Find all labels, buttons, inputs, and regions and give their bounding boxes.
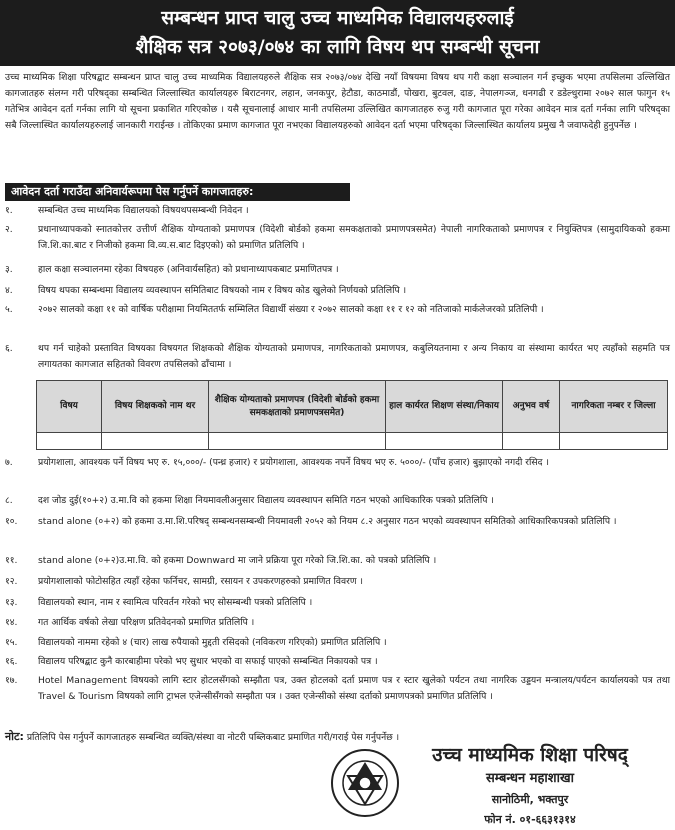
table-header-row: [37, 381, 668, 433]
office-branch: सम्बन्धन महाशाखा: [485, 771, 575, 786]
table-header-cell: नागरिकता नम्बर र जिल्ला: [560, 381, 668, 433]
list-item-number: ८.: [5, 495, 13, 506]
list-item-text: २०७२ सालको कक्षा ११ को वार्षिक परीक्षामा नियमिततर्फ सम्मिलित विद्यार्थी संख्या र २०७२ सालको कक्षा ११ र १२ को नतिजाको मार्कलेजरको प्रतिलिपी ।: [38, 304, 544, 315]
table-header-cell: शैक्षिक योग्यताको प्रमाणपत्र (विदेशी बोर्डको हकमा समकक्षताको प्रमाणपत्रसमेत): [209, 381, 386, 433]
list-item-text: हाल कक्षा सञ्चालनमा रहेका विषयहरु (अनिवार्यसहित) को प्रधानाध्यापकबाट प्रमाणितपत्र ।: [38, 264, 339, 275]
table-cell: [37, 433, 102, 450]
list-item-number: १२.: [5, 576, 18, 587]
list-item-number: ६.: [5, 343, 13, 354]
notice-title-line1: सम्बन्धन प्राप्त चालु उच्च माध्यमिक विद्यालयहरुलाई: [161, 7, 514, 29]
table-cell: [209, 433, 386, 450]
notice-banner: [0, 0, 675, 66]
list-item-number: ४.: [5, 285, 13, 296]
list-item-text: विद्यालय परिषद्बाट कुनै कारबाहीमा परेको भए सुधार भएको वा सफाई पाएको सम्बन्धित निकायको पत्र ।: [38, 656, 378, 667]
table-header-cell: विषय: [37, 381, 102, 433]
list-item-number: ५.: [5, 304, 13, 315]
list-item-text: विद्यालयको स्थान, नाम र स्वामित्व परिवर्तन गरेको भए सोसम्बन्धी पत्रको प्रतिलिपि ।: [38, 597, 313, 608]
list-item-number: ११.: [5, 555, 18, 566]
list-item-text: stand alone (०+२) को हकमा उ.मा.शि.परिषद् सम्बन्धनसम्बन्धी नियमावली २०५२ को नियम ८.२ अनुसार गठन भएको व्यवस्थापन समितिको आधिकारिकपत्रको प्रतिलिपि ।: [38, 516, 617, 527]
list-item-number: १७.: [5, 675, 18, 686]
office-location: सानोठिमी, भक्तपुर: [491, 793, 569, 806]
table-header-cell: अनुभव वर्ष: [503, 381, 560, 433]
table-cell: [503, 433, 560, 450]
table-cell: [386, 433, 503, 450]
table-cell: [560, 433, 668, 450]
list-item-text: प्रयोगशाला, आवश्यक पर्ने विषय भए रु. १५,०००/- (पन्ध्र हजार) र प्रयोगशाला, आवश्यक नपर्ने विषय भए रु. ५०००/- (पाँच हजार) बुझाएको नगदी रसिद ।: [38, 457, 549, 468]
list-item-text: दश जोड दुई(१०+२) उ.मा.वि को हकमा शिक्षा नियमावलीअनुसार विद्यालय व्यवस्थापन समिति गठन भएको आधिकारिक पत्रको प्रतिलिपि ।: [38, 495, 494, 506]
required-documents-heading: आवेदन दर्ता गराउँदा अनिवार्यरूपमा पेस गर्नुपर्ने कागजातहरु:: [5, 183, 350, 201]
list-item-text: Hotel Management विषयको लागि स्टार होटलसँगको सम्झौता पत्र, उक्त होटलको दर्ता प्रमाण पत्र र स्टार खुलेको पर्यटन तथा नागरिक उड्डयन मन्त्रालय/पर्यटन कार्यालयको पत्र तथा Travel & Tourism विषयको लागि ट्राभल एजेन्सीसँगको सम्झौता पत्र । उक्त एजेन्सीको संस्था दर्ताको प्रमाणपत्रको प्रमाणित प्रतिलिपि ।: [38, 675, 670, 702]
list-item-number: १०.: [5, 516, 18, 527]
list-item-text: प्रयोगशालाको फोटोसहित त्यहाँ रहेका फर्निचर, सामग्री, रसायन र उपकरणहरुको प्रमाणित विवरण ।: [38, 576, 363, 587]
teacher-details-table: [36, 380, 668, 450]
list-item-number: १५.: [5, 637, 18, 648]
list-item-number: २.: [5, 224, 13, 235]
list-item-text: विद्यालयको नाममा रहेको ४ (चार) लाख रुपैयाको मुद्दती रसिदको (नविकरण गरिएको) प्रमाणित प्रतिलिपि ।: [38, 637, 387, 648]
list-item-number: १६.: [5, 656, 18, 667]
list-item-number: ३.: [5, 264, 13, 275]
intro-paragraph: उच्च माध्यमिक शिक्षा परिषद्बाट सम्बन्धन प्राप्त चालु उच्च माध्यमिक विद्यालयहरुले शैक्षिक सत्र २०७३/०७४ देखि नयाँ विषयमा विषय थप गरी कक्षा सञ्चालन गर्न इच्छुक भएमा तपसिलमा उल्लिखित कागजातहरु संलग्न गरी परिषद्का सम्बन्धित जिल्लास्थित कार्यालयहरु बिराटनगर, लहान, जनकपुर, हेटौडा, काठमाडौं, पोखरा, बुटवल, दाङ, नेपालगञ्ज, धनगढी र डडेल्धुरामा २०७२ साल फागुन १५ गतेभित्र आवेदन दर्ता गर्नका लागि यो सूचना प्रकाशित गरिएकोछ । यसै सूचनालाई आधार मानी तपसिलमा उल्लिखित कागजातहरु रुजु गरी कागजात पूरा गरेका आवेदन मात्र दर्ता गर्नका लागि परिषद्का सबै जिल्लास्थित कार्यालयहरुलाई जानकारी गराईन्छ । तोकिएका प्रमाण कागजात पूरा नभएका विद्यालयहरुको आवेदन दर्ता भएमा परिषद्का जिल्लास्थित कार्यालय प्रमुख नै जवाफदेही हुनुपर्नेछ ।: [5, 72, 670, 131]
list-item-text: विषय थपका सम्बन्धमा विद्यालय व्यवस्थापन समितिबाट विषयको नाम र विषय कोड खुलेको निर्णयको प्रतिलिपि ।: [38, 285, 407, 296]
list-item-text: गत आर्थिक वर्षको लेखा परिक्षण प्रतिवेदनको प्रमाणित प्रतिलिपि ।: [38, 617, 255, 628]
office-phone: फोन नं. ०१-६६३१३१४: [484, 813, 576, 826]
list-item-text: stand alone (०+२)उ.मा.वि. को हकमा Downward मा जाने प्रक्रिया पूरा गरेको जि.शि.का. को पत्रको प्रतिलिपि ।: [38, 555, 437, 566]
table-cell: [102, 433, 209, 450]
table-header-cell: हाल कार्यरत शिक्षण संस्था/निकाय: [386, 381, 503, 433]
table-header-cell: विषय शिक्षकको नाम थर: [102, 381, 209, 433]
list-item-text: प्रधानाध्यापकको स्नातकोत्तर उत्तीर्ण शैक्षिक योग्यताको प्रमाणपत्र (विदेशी बोर्डको हकमा समकक्षताको प्रमाणपत्रसमेत) नेपाली नागरिकताको प्रमाणपत्र र नियुक्तिपत्र (सामुदायिकको हकमा जि.शि.का.बाट र निजीको हकमा वि.व्य.स.बाट दिइएको) को प्रमाणित प्रतिलिपि ।: [38, 224, 670, 251]
list-item-number: ७.: [5, 457, 13, 468]
note-label: नोट:: [5, 730, 24, 743]
list-item-text: थप गर्न चाहेको प्रस्तावित विषयका विषयगत शिक्षकको शैक्षिक योग्यताको प्रमाणपत्र, नागरिकताको प्रमाणपत्र, कबुलियतनामा र अन्य निकाय वा संस्थामा कार्यरत भए त्यहाँको सहमति पत्र लगायतका कागजात सहितको विवरण तपसिलको ढाँचामा ।: [38, 343, 670, 370]
list-item-number: १३.: [5, 597, 18, 608]
note-text: प्रतिलिपि पेस गर्नुपर्ने कागजातहरु सम्बन्धित व्यक्ति/संस्था वा नोटरी पब्लिकबाट प्रमाणित गरी/गराई पेस गर्नुपर्नेछ ।: [26, 732, 400, 743]
board-seal-icon: [330, 748, 400, 818]
list-item-number: १४.: [5, 617, 18, 628]
issuing-office: [395, 742, 665, 830]
list-item-text: सम्बन्धित उच्च माध्यमिक विद्यालयको विषयथपसम्बन्धी निवेदन ।: [38, 205, 249, 216]
table-row: [37, 433, 668, 450]
list-item-number: १.: [5, 205, 13, 216]
notice-title-line2: शैक्षिक सत्र २०७३/०७४ का लागि विषय थप सम्बन्धी सूचना: [135, 36, 540, 58]
office-name: उच्च माध्यमिक शिक्षा परिषद्: [432, 744, 628, 766]
